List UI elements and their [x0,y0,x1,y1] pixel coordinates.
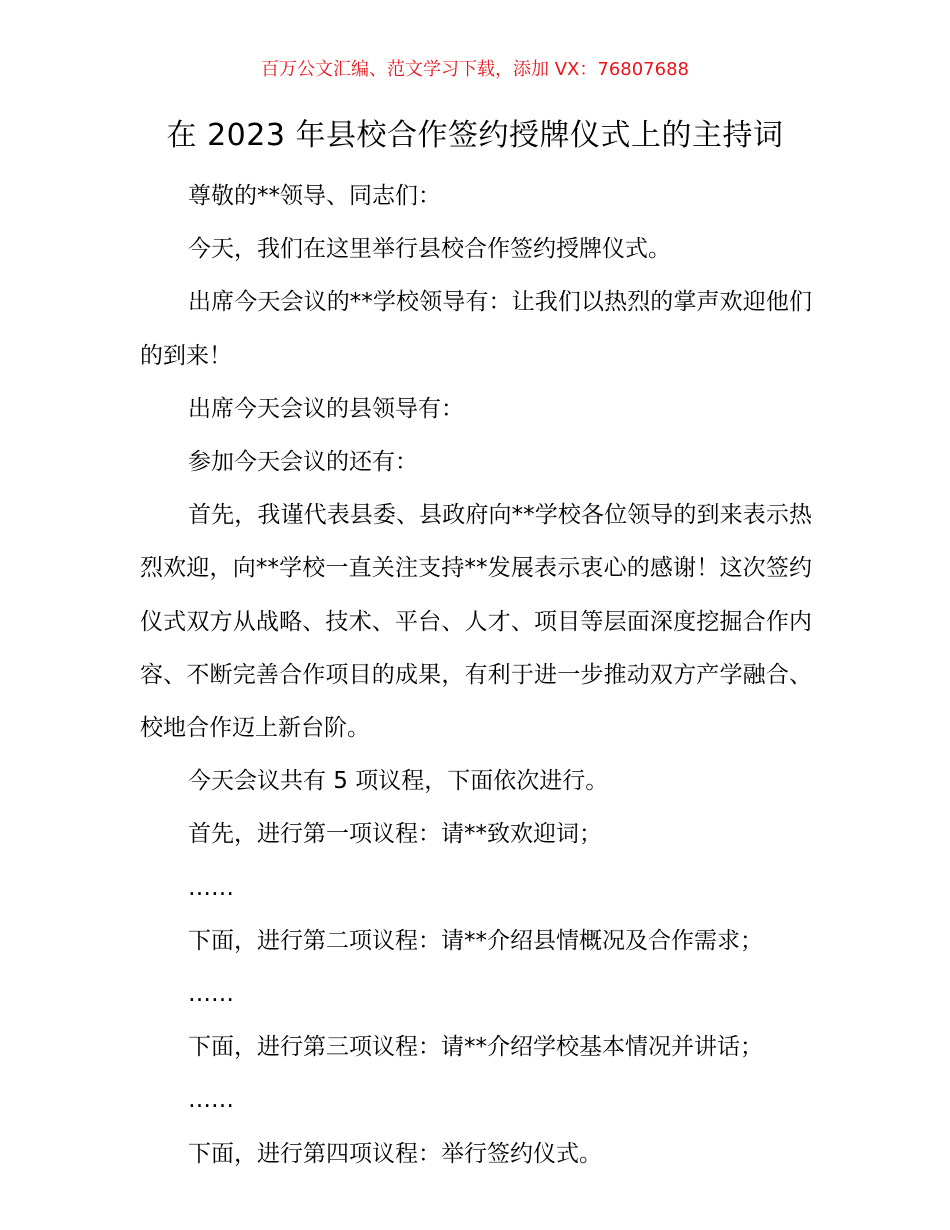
paragraph: 首先，我谨代表县委、县政府向**学校各位领导的到来表示热烈欢迎，向**学校一直关注支持**发展表示衷心的感谢！这次签约仪式双方从战略、技术、平台、人才、项目等层面深度挖掘合作内容、不断完善合作项目的成果，有利于进一步推动双方产学融合、校地合作迈上新台阶。 [140,502,812,742]
paragraph: 参加今天会议的还有： [188,449,418,476]
agenda-item: 下面，进行第四项议程：举行签约仪式。 [188,1140,602,1167]
paragraph: 今天，我们在这里举行县校合作签约授牌仪式。 [188,236,671,263]
ellipsis: …… [188,981,234,1008]
ellipsis: …… [188,874,234,901]
ellipsis: …… [188,1087,234,1114]
paragraph: 出席今天会议的**学校领导有：让我们以热烈的掌声欢迎他们的到来！ [140,289,812,369]
paragraph-salutation: 尊敬的**领导、同志们： [188,183,441,209]
agenda-item: 下面，进行第二项议程：请**介绍县情概况及合作需求； [188,927,763,954]
agenda-item: 首先，进行第一项议程：请**致欢迎词； [188,821,602,848]
paragraph: 出席今天会议的县领导有： [188,395,464,422]
paragraph: 今天会议共有 5 项议程，下面依次进行。 [188,768,609,795]
watermark-banner: 百万公文汇编、范文学习下载，添加 VX：76807688 [261,59,689,80]
document-body [140,170,812,1181]
agenda-item: 下面，进行第三项议程：请**介绍学校基本情况并讲话； [188,1034,763,1061]
document-title: 在 2023 年县校合作签约授牌仪式上的主持词 [166,118,784,153]
